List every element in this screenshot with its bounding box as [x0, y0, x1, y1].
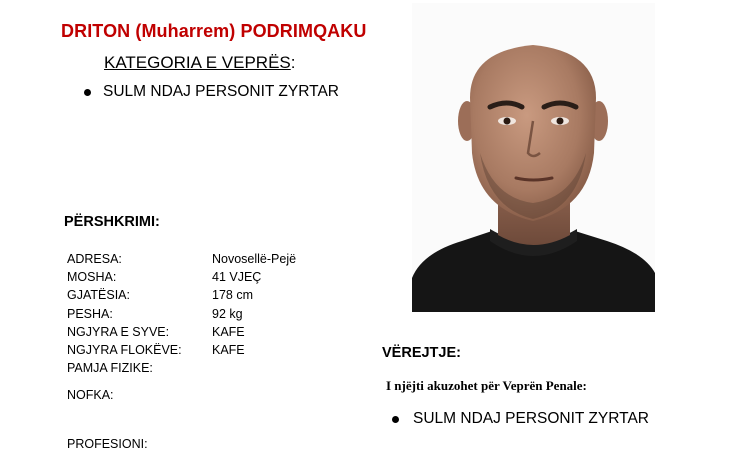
field-value: KAFE	[212, 324, 245, 339]
field-value: KAFE	[212, 342, 245, 357]
category-heading-text: KATEGORIA E VEPRËS	[104, 53, 291, 72]
field-row-age	[67, 268, 332, 286]
bullet-icon	[84, 89, 91, 96]
profession-label: PROFESIONI:	[67, 437, 148, 451]
portrait-illustration	[412, 3, 655, 312]
category-offense-item	[84, 83, 339, 101]
bullet-icon	[392, 416, 399, 423]
field-row-address	[67, 250, 332, 268]
category-heading	[104, 53, 295, 73]
field-label: MOSHA:	[67, 270, 117, 285]
field-value: Novosellë-Pejë	[212, 252, 297, 266]
category-heading-colon: :	[290, 53, 296, 72]
remarks-offense-item	[392, 410, 649, 428]
field-row-hair-color	[67, 341, 332, 359]
field-label: PESHA:	[67, 306, 113, 321]
field-value: 41 VJEÇ	[212, 270, 262, 285]
field-row-weight	[67, 305, 332, 323]
field-label: PAMJA FIZIKE:	[67, 361, 153, 376]
field-label: ADRESA:	[67, 252, 122, 266]
field-value	[212, 359, 332, 377]
category-offense-text: SULM NDAJ PERSONIT ZYRTAR	[103, 83, 339, 100]
description-heading: PËRSHKRIMI:	[64, 214, 160, 230]
remarks-offense-text: SULM NDAJ PERSONIT ZYRTAR	[413, 410, 649, 427]
description-fields	[67, 250, 332, 377]
field-label: GJATËSIA:	[67, 288, 130, 303]
portrait-photo	[412, 3, 655, 312]
field-value: 92 kg	[212, 306, 243, 321]
field-row-eye-color	[67, 323, 332, 341]
nickname-label: NOFKA:	[67, 388, 114, 402]
field-row-appearance	[67, 359, 332, 377]
field-label: NGJYRA E SYVE:	[67, 324, 170, 339]
remarks-heading: VËREJTJE:	[382, 345, 461, 361]
field-row-height	[67, 286, 332, 304]
person-name: DRITON (Muharrem) PODRIMQAKU	[61, 21, 367, 41]
accused-text: I njëjti akuzohet për Veprën Penale:	[386, 378, 587, 393]
field-value: 178 cm	[212, 288, 253, 303]
field-label: NGJYRA FLOKËVE:	[67, 342, 182, 357]
